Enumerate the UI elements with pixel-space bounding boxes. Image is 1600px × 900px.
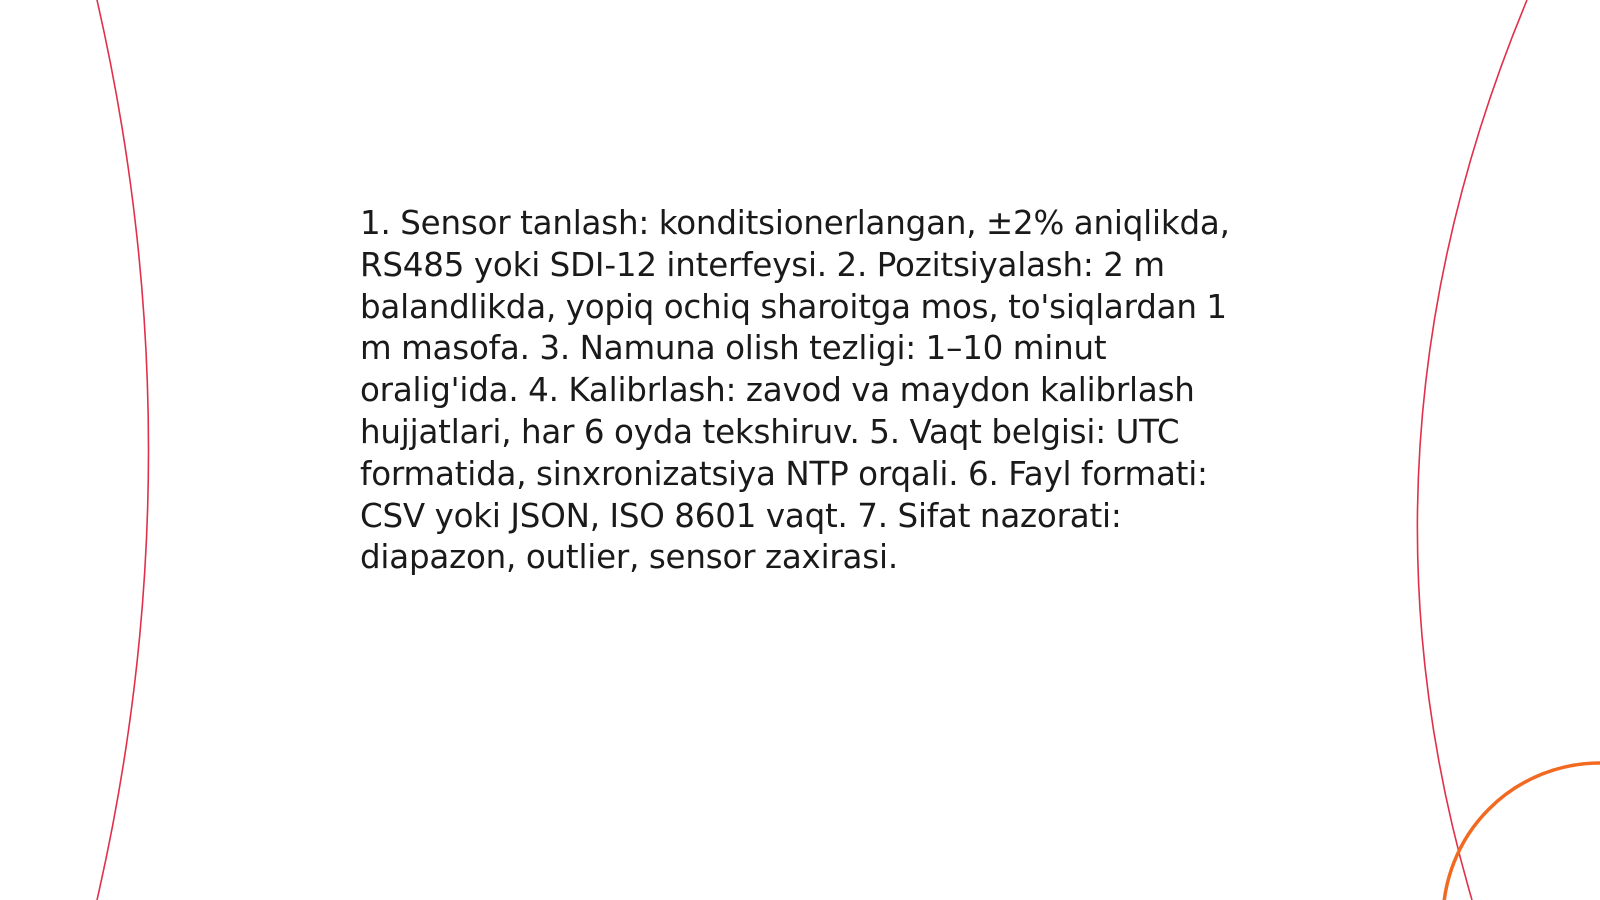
left-curve-line <box>97 0 149 900</box>
slide-body-text: 1. Sensor tanlash: konditsionerlangan, ±2% aniqlikda, RS485 yoki SDI-12 interfeysi. 2. Pozitsiyalash: 2 m balandlikda, yopiq ochiq sharoitga mos, to'siqlardan 1 m masofa. 3. Namuna olish tezligi: 1–10 minut oralig'ida. 4. Kalibrlash: zavod va maydon kalibrlash hujjatlari, har 6 oyda tekshiruv. 5. Vaqt belgisi: UTC formatida, sinxronizatsiya NTP orqali. 6. Fayl formati: CSV yoki JSON, ISO 8601 vaqt. 7. Sifat nazorati: diapazon, outlier, sensor zaxirasi. <box>360 204 1230 577</box>
right-curve-line <box>1417 0 1527 900</box>
